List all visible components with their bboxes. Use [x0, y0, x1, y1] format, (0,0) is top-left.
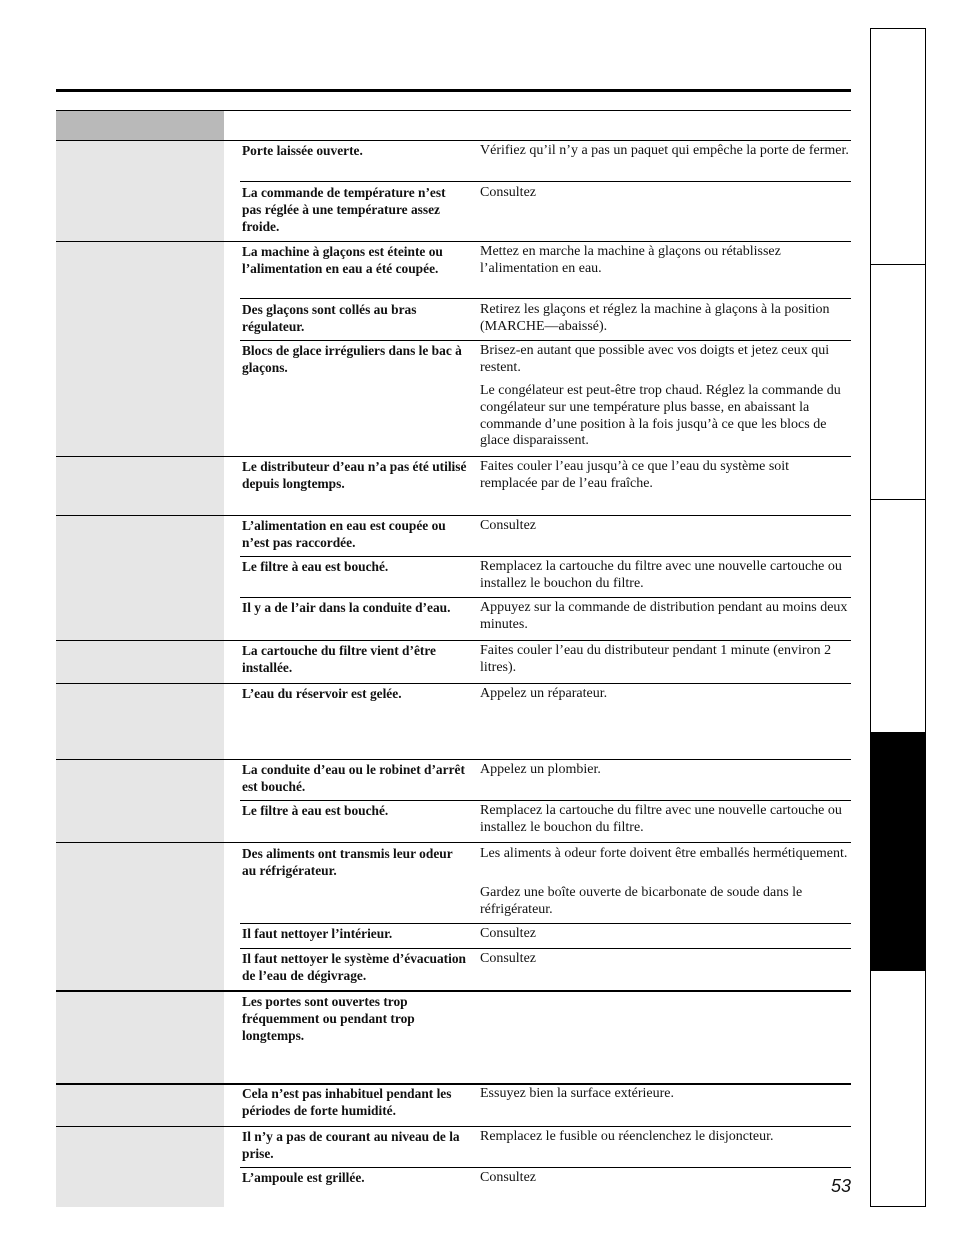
cause-text: Le filtre à eau est bouché. [242, 559, 389, 574]
solution-text: Vérifiez qu’il n’y a pas un paquet qui empêche la porte de fermer. [480, 143, 849, 158]
solution-text: Appuyez sur la commande de distribution pendant au moins deux minutes. [480, 600, 848, 632]
cause-text: Il faut nettoyer l’intérieur. [242, 926, 393, 941]
solution-text: Consultez [480, 951, 536, 966]
group-divider [56, 759, 851, 760]
cause-text: Le filtre à eau est bouché. [242, 803, 389, 818]
cause-text: La conduite d’eau ou le robinet d’arrêt est bouché. [242, 762, 465, 794]
side-tab-2[interactable] [870, 264, 926, 500]
group-divider [56, 640, 851, 641]
row-divider [240, 556, 851, 557]
cause-text: Des glaçons sont collés au bras régulateur. [242, 302, 417, 334]
solution-text: Les aliments à odeur forte doivent être emballés hermétiquement. [480, 846, 848, 861]
group-divider [56, 241, 851, 242]
row-divider [240, 298, 851, 299]
cause-text: Il y a de l’air dans la conduite d’eau. [242, 600, 451, 615]
cause-text: Cela n’est pas inhabituel pendant les périodes de forte humidité. [242, 1086, 452, 1118]
group-divider [56, 1083, 851, 1085]
side-tab-4-active[interactable] [870, 732, 926, 971]
cause-text: La commande de température n’est pas réglée à une température assez froide. [242, 185, 446, 234]
cause-text: L’eau du réservoir est gelée. [242, 686, 402, 701]
cause-text: Il n’y a pas de courant au niveau de la prise. [242, 1129, 460, 1161]
solution-text: Consultez [480, 1170, 536, 1185]
cause-text: Des aliments ont transmis leur odeur au réfrigérateur. [242, 846, 453, 878]
row-divider [240, 948, 851, 949]
solution-text: Essuyez bien la surface extérieure. [480, 1086, 674, 1101]
group-divider [56, 515, 851, 516]
cause-text: Le distributeur d’eau n’a pas été utilisé depuis longtemps. [242, 459, 467, 491]
cause-text: Les portes sont ouvertes trop fréquemment ou pendant trop longtemps. [242, 994, 415, 1043]
side-tab-1[interactable] [870, 28, 926, 265]
solution-text: Brisez-en autant que possible avec vos doigts et jetez ceux qui restent. [480, 343, 830, 375]
solution-text: Appelez un réparateur. [480, 686, 608, 701]
cause-text: Il faut nettoyer le système d’évacuation de l’eau de dégivrage. [242, 951, 467, 983]
page-number: 53 [830, 1176, 851, 1196]
table-header-cell [56, 111, 224, 140]
group-divider [56, 456, 851, 457]
top-rule [56, 89, 851, 92]
row-divider [240, 340, 851, 341]
group-divider [56, 1126, 851, 1127]
cause-text: Porte laissée ouverte. [242, 143, 363, 158]
row-divider [240, 181, 851, 182]
cause-text: L’alimentation en eau est coupée ou n’est pas raccordée. [242, 518, 446, 550]
solution-text-2: Le congélateur est peut-être trop chaud. Réglez la commande du congélateur sur une température plus basse, en abaissant la commande d’une position à la fois jusqu’à ce que les blocs de glace disparaissent. [480, 383, 841, 449]
row-divider [240, 800, 851, 801]
solution-text: Consultez [480, 185, 536, 200]
solution-text: Remplacez la cartouche du filtre avec une nouvelle cartouche ou installez le bouchon du filtre. [480, 803, 842, 835]
row-divider [240, 597, 851, 598]
solution-text: Remplacez la cartouche du filtre avec une nouvelle cartouche ou installez le bouchon du filtre. [480, 559, 842, 591]
solution-text: Remplacez le fusible ou réenclenchez le disjoncteur. [480, 1129, 774, 1144]
group-divider [56, 683, 851, 684]
group-divider [56, 842, 851, 843]
row-divider [240, 923, 851, 924]
solution-text: Faites couler l’eau jusqu’à ce que l’eau du système soit remplacée par de l’eau fraîche. [480, 459, 790, 491]
solution-text-2: Gardez une boîte ouverte de bicarbonate de soude dans le réfrigérateur. [480, 885, 803, 917]
solution-text: Consultez [480, 518, 536, 533]
side-tab-5[interactable] [870, 970, 926, 1207]
solution-text: Retirez les glaçons et réglez la machine à glaçons à la position (MARCHE—abaissé). [480, 302, 858, 334]
solution-text: Consultez [480, 926, 536, 941]
problem-column [56, 141, 224, 1207]
group-divider [56, 990, 851, 992]
cause-text: La machine à glaçons est éteinte ou l’alimentation en eau a été coupée. [242, 244, 443, 276]
solution-text: Appelez un plombier. [480, 762, 601, 777]
cause-text: La cartouche du filtre vient d’être installée. [242, 643, 437, 675]
cause-text: L’ampoule est grillée. [242, 1170, 365, 1185]
solution-text: Faites couler l’eau du distributeur pendant 1 minute (environ 2 litres). [480, 643, 832, 675]
cause-text: Blocs de glace irréguliers dans le bac à glaçons. [242, 343, 462, 375]
row-divider [240, 1167, 851, 1168]
side-tab-3[interactable] [870, 499, 926, 733]
solution-text: Mettez en marche la machine à glaçons ou rétablissez l’alimentation en eau. [480, 244, 781, 276]
